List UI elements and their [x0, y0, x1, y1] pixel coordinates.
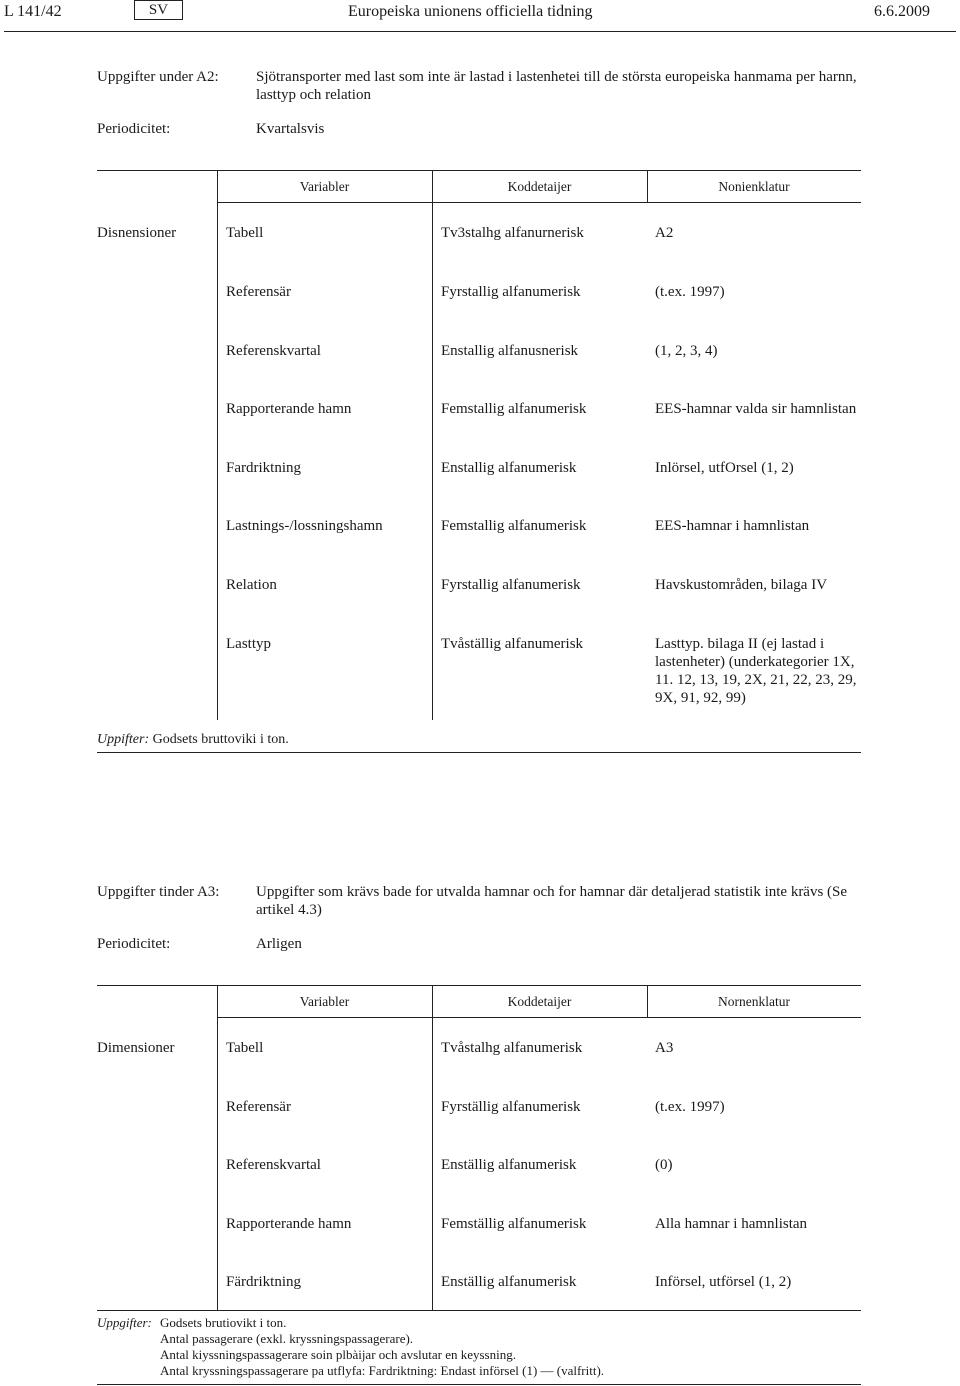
- header-rule: [4, 31, 956, 32]
- a2-table-bottom-rule: [97, 752, 861, 753]
- a2-row-variable: Lastnings-/lossningshamn: [226, 518, 383, 534]
- a3-row-code: Enställig alfanumerisk: [441, 1157, 577, 1173]
- a3-footnote-line: Antal kryssningspassagerare pa utflyfa: Fardriktning: Endast införsel (1) — (valfritt).: [160, 1363, 605, 1378]
- a3-row-nomenclature: Införsel, utförsel (1, 2): [655, 1274, 792, 1290]
- a3-row-variable: Referensär: [226, 1099, 291, 1115]
- a2-row-nomenclature: EES-hamnar valda sir hamnlistan: [655, 401, 857, 417]
- a3-table-bottom-rule: [97, 1310, 861, 1311]
- a3-periodicity-value: Arligen: [256, 936, 302, 952]
- a2-col-variables: Variabler: [299, 179, 350, 194]
- a3-periodicity-label: Periodicitet:: [97, 936, 171, 952]
- a2-row-nomenclature: Lasttyp. bilaga II (ej lastad i lastenheter) (underkategorier 1X, 11. 12, 13, 19, 2X, 21, 22, 23, 29, 9X, 91, 92, 99): [655, 636, 857, 706]
- a2-row-nomenclature: Inlörsel, utfOrsel (1, 2): [655, 460, 794, 476]
- a2-col-nomenclature: Nonienklatur: [718, 179, 790, 194]
- a3-row-variable: Rapporterande hamn: [226, 1216, 352, 1232]
- a3-row-nomenclature: A3: [655, 1040, 674, 1056]
- a3-row-code: Tvåstalhg alfanumerisk: [441, 1040, 583, 1056]
- publication-date: 6.6.2009: [874, 3, 930, 20]
- a2-table-top-rule: [97, 170, 861, 171]
- a2-footnote-label: Uppifter:: [97, 732, 150, 747]
- a3-row-variable: Referenskvartal: [226, 1157, 321, 1173]
- a2-periodicity-label: Periodicitet:: [97, 121, 171, 137]
- a2-row-code: Fyrstallig alfanumerisk: [441, 577, 581, 593]
- a2-row-variable: Rapporterande hamn: [226, 401, 352, 417]
- page-reference: L 141/42: [4, 3, 62, 20]
- a3-footnote-label-text: Uppgifter:: [97, 1315, 152, 1330]
- a3-row-code: Femställig alfanumerisk: [441, 1216, 587, 1232]
- a3-table-divider-1: [217, 985, 218, 1310]
- a3-row-variable: Färdriktning: [226, 1274, 301, 1290]
- a2-row-variable: Fardriktning: [226, 460, 301, 476]
- a3-row-nomenclature: Alla hamnar i hamnlistan: [655, 1216, 808, 1232]
- a3-table-top-rule: [97, 985, 861, 986]
- a3-col-codes: Koddetaijer: [507, 994, 572, 1009]
- a2-row-variable: Lasttyp: [226, 636, 271, 652]
- a3-col-variables: Variabler: [299, 994, 350, 1009]
- a2-row-code: Fyrstallig alfanumerisk: [441, 284, 581, 300]
- a2-table-header-rule: [217, 202, 861, 203]
- a3-row-nomenclature: (t.ex. 1997): [655, 1099, 725, 1115]
- a2-row-variable: Tabell: [226, 225, 264, 241]
- a2-row-nomenclature: (1, 2, 3, 4): [655, 343, 718, 359]
- a3-row-variable: Tabell: [226, 1040, 264, 1056]
- a3-row-code: Fyrställig alfanumerisk: [441, 1099, 581, 1115]
- a2-periodicity-value: Kvartalsvis: [256, 121, 325, 137]
- a3-dimensions-label: Dimensioner: [97, 1040, 175, 1056]
- a2-title-text: Sjötransporter med last som inte är lastad i lastenhetei till de största europeiska hanmama per harnn, lasttyp och relation: [256, 69, 857, 103]
- a2-row-nomenclature: (t.ex. 1997): [655, 284, 725, 300]
- journal-title: Europeiska unionens officiella tidning: [348, 3, 593, 20]
- a2-table-divider-1: [217, 170, 218, 720]
- a3-row-nomenclature: (0): [655, 1157, 673, 1173]
- a2-row-code: Tv3stalhg alfanurnerisk: [441, 225, 584, 241]
- a3-footnote-line: Antal kiyssningspassagerare soin plbàijar och avslutar en keyssning.: [160, 1347, 516, 1362]
- a2-row-nomenclature: A2: [655, 225, 674, 241]
- a2-row-variable: Relation: [226, 577, 277, 593]
- language-badge: SV: [134, 0, 183, 20]
- a2-row-variable: Referenskvartal: [226, 343, 321, 359]
- a3-table-divider-2: [432, 985, 433, 1310]
- a2-row-nomenclature: EES-hamnar i hamnlistan: [655, 518, 810, 534]
- a3-row-code: Enställig alfanumerisk: [441, 1274, 577, 1290]
- a2-col-codes: Koddetaijer: [507, 179, 572, 194]
- a3-col-nomenclature: Nornenklatur: [718, 994, 790, 1009]
- a2-title-label: Uppgifter under A2:: [97, 69, 219, 85]
- a2-footnote-text: Godsets bruttoviki i ton.: [152, 732, 289, 747]
- a2-row-code: Femstallig alfanumerisk: [441, 518, 587, 534]
- a3-title-label: Uppgifter tinder A3:: [97, 884, 220, 900]
- a2-row-code: Enstallig alfanusnerisk: [441, 343, 579, 359]
- a2-row-code: Enstallig alfanumerisk: [441, 460, 577, 476]
- a3-table-header-rule: [217, 1017, 861, 1018]
- a3-footnote-line: Antal passagerare (exkl. kryssningspassagerare).: [160, 1331, 414, 1346]
- a3-footnote-label: [97, 1316, 152, 1330]
- a2-row-code: Tvåställig alfanumerisk: [441, 636, 584, 652]
- a2-footnote: [97, 733, 289, 747]
- a3-footnote-bottom-rule: [97, 1384, 861, 1385]
- a2-dimensions-label: Disnensioner: [97, 225, 177, 241]
- a2-row-variable: Referensär: [226, 284, 291, 300]
- a2-row-nomenclature: Havskustområden, bilaga IV: [655, 577, 828, 593]
- a2-table-divider-2: [432, 170, 433, 720]
- a2-row-code: Femstallig alfanumerisk: [441, 401, 587, 417]
- a3-title-text: Uppgifter som krävs bade for utvalda hamnar och for hamnar där detaljerad statistik inte krävs (Se artikel 4.3): [256, 884, 848, 918]
- a3-footnote-line: Godsets brutiovikt i ton.: [160, 1315, 287, 1330]
